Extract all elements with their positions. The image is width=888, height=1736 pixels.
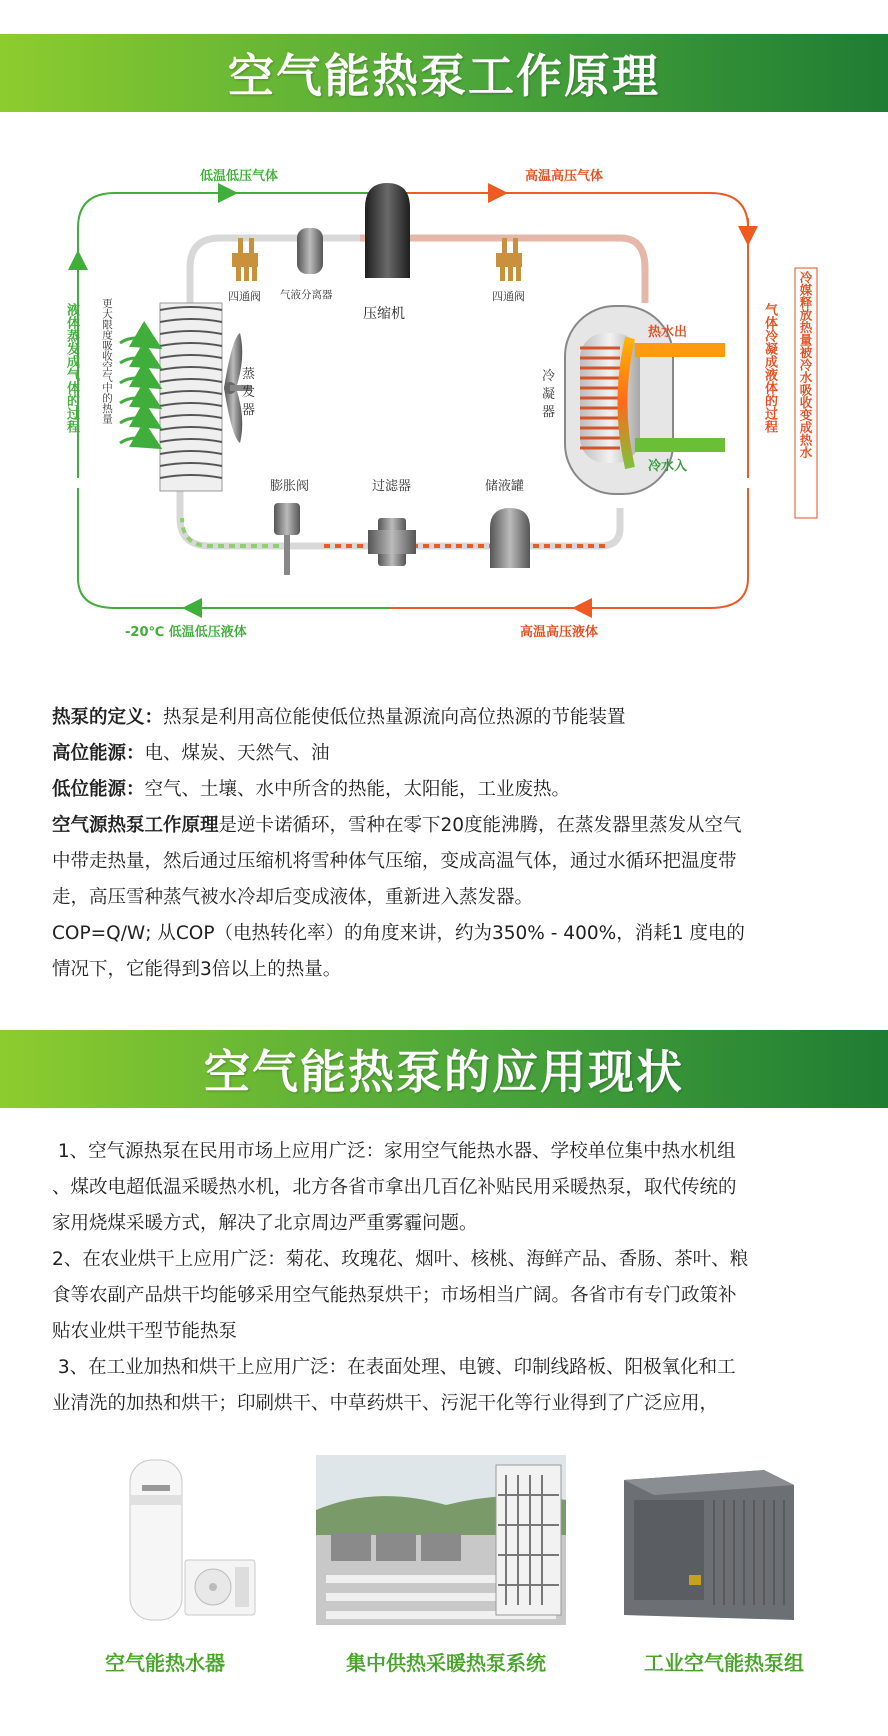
high-energy-label: 高位能源： [52, 743, 145, 764]
label-gas-liquid-separator: 气液分离器 [280, 289, 333, 301]
heat-pump-diagram [60, 158, 830, 688]
label-filter: 过滤器 [372, 479, 412, 494]
label-four-way-valve-right: 四通阀 [492, 290, 525, 303]
svg-text:器: 器 [242, 403, 256, 418]
label-compressor: 压缩机 [363, 306, 405, 322]
product-water-heater [35, 1455, 295, 1685]
label-low-temp-gas: 低温低压气体 [200, 169, 279, 184]
svg-text:发: 发 [242, 385, 256, 400]
status-text [52, 1134, 842, 1422]
label-cold-water-in: 冷水入 [648, 459, 688, 474]
label-absorb-heat: 更大限度吸收空气中的热量 [101, 298, 113, 424]
status-p3-line-2: 业清洗的加热和烘干；印刷烘干、中草药烘干、污泥干化等行业得到了广泛应用， [52, 1393, 719, 1414]
principle-text [52, 700, 842, 988]
working-principle-line-3: 走，高压雪种蒸气被水冷却后变成液体，重新进入蒸发器。 [52, 887, 534, 908]
working-principle-text: 是逆卡诺循环，雪种在零下20度能沸腾，在蒸发器里蒸发从空气 [218, 815, 742, 836]
water-heater-image [35, 1455, 295, 1625]
label-condenser [542, 368, 555, 420]
definition-label: 热泵的定义： [52, 707, 164, 728]
label-right-process: 气体冷凝成液体的过程 [762, 303, 777, 433]
status-p2-line-2: 食等农副产品烘干均能够采用空气能热泵烘干；市场相当广阔。各省市有专门政策补 [52, 1285, 737, 1306]
label-release-heat: 冷媒释放热量被冷水吸收变成热水 [798, 271, 813, 459]
product-gallery [0, 1455, 888, 1685]
svg-text:器: 器 [542, 405, 556, 420]
section-title: 空气能热泵的应用现状 [204, 1045, 684, 1099]
product-industrial-unit [594, 1455, 854, 1685]
status-p2-line-3: 贴农业烘干型节能热泵 [52, 1321, 238, 1342]
industrial-unit-image [594, 1455, 854, 1625]
cop-line-2: 情况下，它能得到3倍以上的热量。 [52, 959, 342, 980]
central-system-image [316, 1455, 576, 1625]
product-caption: 工业空气能热泵组 [644, 1651, 804, 1675]
label-low-temp-liquid: -20℃ 低温低压液体 [125, 625, 247, 640]
label-hot-water-out: 热水出 [648, 325, 688, 340]
low-energy-label: 低位能源： [52, 779, 145, 800]
label-evaporator [242, 366, 255, 418]
svg-text:凝: 凝 [542, 387, 556, 402]
label-high-temp-gas: 高温高压气体 [525, 169, 604, 184]
svg-text:冷: 冷 [542, 369, 556, 384]
section-banner-principle [0, 34, 888, 112]
product-caption: 空气能热水器 [105, 1651, 225, 1675]
definition-text: 热泵是利用高位能使低位热量源流向高位热源的节能装置 [163, 707, 626, 728]
working-principle-line [52, 808, 842, 844]
label-expansion-valve: 膨胀阀 [270, 479, 310, 494]
section-title: 空气能热泵工作原理 [228, 49, 660, 103]
status-p3-line-1: 3、在工业加热和烘干上应用广泛：在表面处理、电镀、印制线路板、阳极氧化和工 [52, 1357, 736, 1378]
working-principle-label: 空气源热泵工作原理 [52, 815, 219, 836]
svg-text:蒸: 蒸 [242, 367, 256, 382]
label-high-temp-liquid: 高温高压液体 [520, 625, 599, 640]
working-principle-line-2: 中带走热量，然后通过压缩机将雪种体气压缩，变成高温气体，通过水循环把温度带 [52, 851, 737, 872]
label-receiver: 储液罐 [485, 479, 525, 494]
low-energy-text: 空气、土壤、水中所含的热能，太阳能，工业废热。 [144, 779, 571, 800]
label-left-process: 液体蒸发成气体的过程 [64, 303, 79, 433]
cop-line-1: COP=Q/W; 从COP（电热转化率）的角度来讲，约为350% - 400%，消耗1 度电的 [52, 923, 745, 944]
status-p1-line-2: 、煤改电超低温采暖热水机，北方各省市拿出几百亿补贴民用采暖热泵，取代传统的 [52, 1177, 737, 1198]
section-banner-status [0, 1030, 888, 1108]
low-energy-line [52, 772, 842, 808]
status-p2-line-1: 2、在农业烘干上应用广泛：菊花、玫瑰花、烟叶、核桃、海鲜产品、香肠、茶叶、粮 [52, 1249, 749, 1270]
product-central-system [316, 1455, 576, 1685]
status-p1-line-1: 1、空气源热泵在民用市场上应用广泛：家用空气能热水器、学校单位集中热水机组 [52, 1141, 736, 1162]
status-p1-line-3: 家用烧煤采暖方式，解决了北京周边严重雾霾问题。 [52, 1213, 478, 1234]
high-energy-text: 电、煤炭、天然气、油 [144, 743, 330, 764]
definition-line [52, 700, 842, 736]
product-caption: 集中供热采暖热泵系统 [346, 1651, 546, 1675]
label-four-way-valve-left: 四通阀 [228, 290, 261, 303]
high-energy-line [52, 736, 842, 772]
